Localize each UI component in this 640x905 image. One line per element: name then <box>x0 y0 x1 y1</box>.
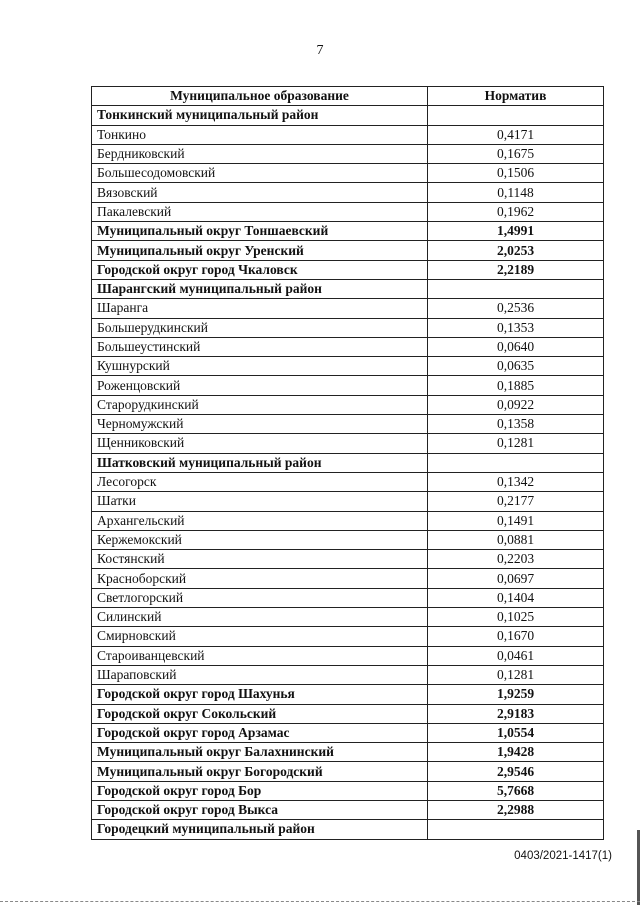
norm-value-cell: 2,2189 <box>428 260 604 279</box>
municipality-cell: Городской округ город Арзамас <box>92 723 428 742</box>
municipality-cell: Муниципальный округ Тоншаевский <box>92 222 428 241</box>
table-row <box>92 164 604 183</box>
table-row <box>92 550 604 569</box>
table-row <box>92 646 604 665</box>
table-row <box>92 704 604 723</box>
municipality-cell: Большесодомовский <box>92 164 428 183</box>
norm-value-cell: 0,1281 <box>428 665 604 684</box>
table-row <box>92 260 604 279</box>
table-row <box>92 299 604 318</box>
table-row <box>92 106 604 125</box>
norm-value-cell: 0,4171 <box>428 125 604 144</box>
municipality-cell: Архангельский <box>92 511 428 530</box>
norm-value-cell: 1,0554 <box>428 723 604 742</box>
norm-value-cell <box>428 106 604 125</box>
table-row <box>92 743 604 762</box>
norm-value-cell: 2,9183 <box>428 704 604 723</box>
municipality-cell: Шаранга <box>92 299 428 318</box>
municipality-cell: Староиванцевский <box>92 646 428 665</box>
table-row <box>92 453 604 472</box>
table-row <box>92 337 604 356</box>
norm-value-cell: 0,0881 <box>428 530 604 549</box>
table-row <box>92 685 604 704</box>
norm-value-cell: 0,1962 <box>428 202 604 221</box>
municipality-cell: Пакалевский <box>92 202 428 221</box>
norm-value-cell: 0,0635 <box>428 357 604 376</box>
norm-value-cell: 0,1670 <box>428 627 604 646</box>
norm-value-cell: 0,1506 <box>428 164 604 183</box>
municipality-cell: Красноборский <box>92 569 428 588</box>
municipality-cell: Шатки <box>92 492 428 511</box>
municipality-cell: Городецкий муниципальный район <box>92 820 428 839</box>
norm-value-cell: 2,9546 <box>428 762 604 781</box>
norm-value-cell: 1,9259 <box>428 685 604 704</box>
norm-value-cell: 0,1675 <box>428 144 604 163</box>
table-row <box>92 820 604 839</box>
municipality-cell: Щенниковский <box>92 434 428 453</box>
municipality-cell: Смирновский <box>92 627 428 646</box>
municipality-cell: Силинский <box>92 608 428 627</box>
table-row <box>92 222 604 241</box>
municipality-cell: Муниципальный округ Уренский <box>92 241 428 260</box>
municipality-cell: Шарангский муниципальный район <box>92 279 428 298</box>
table-row <box>92 511 604 530</box>
municipality-cell: Костянский <box>92 550 428 569</box>
municipality-cell: Роженцовский <box>92 376 428 395</box>
table-header-row <box>92 87 604 106</box>
municipality-cell: Лесогорск <box>92 472 428 491</box>
table-row <box>92 144 604 163</box>
norm-value-cell: 0,0461 <box>428 646 604 665</box>
norm-value-cell: 0,2203 <box>428 550 604 569</box>
table-row <box>92 183 604 202</box>
table-row <box>92 202 604 221</box>
table-row <box>92 415 604 434</box>
table-row <box>92 530 604 549</box>
municipality-cell: Городской округ город Чкаловск <box>92 260 428 279</box>
norm-value-cell: 0,0697 <box>428 569 604 588</box>
norm-value-cell: 0,1342 <box>428 472 604 491</box>
municipality-cell: Городской округ город Выкса <box>92 800 428 819</box>
municipality-cell: Вязовский <box>92 183 428 202</box>
norm-value-cell <box>428 279 604 298</box>
norm-value-cell: 0,1025 <box>428 608 604 627</box>
municipality-cell: Тонкино <box>92 125 428 144</box>
norm-value-cell: 0,1281 <box>428 434 604 453</box>
table-row <box>92 395 604 414</box>
municipality-cell: Шараповский <box>92 665 428 684</box>
table-row <box>92 569 604 588</box>
municipality-cell: Тонкинский муниципальный район <box>92 106 428 125</box>
table-row <box>92 762 604 781</box>
table-row <box>92 492 604 511</box>
norm-value-cell: 0,1358 <box>428 415 604 434</box>
norm-value-cell: 0,0640 <box>428 337 604 356</box>
table-row <box>92 627 604 646</box>
norm-value-cell: 0,2536 <box>428 299 604 318</box>
norm-value-cell <box>428 453 604 472</box>
municipality-cell: Муниципальный округ Богородский <box>92 762 428 781</box>
table-row <box>92 357 604 376</box>
norm-value-cell: 0,1148 <box>428 183 604 202</box>
municipality-cell: Кушнурский <box>92 357 428 376</box>
bottom-divider <box>0 901 640 903</box>
norm-value-cell: 0,0922 <box>428 395 604 414</box>
norm-value-cell: 0,1404 <box>428 588 604 607</box>
municipality-cell: Бердниковский <box>92 144 428 163</box>
table-row <box>92 125 604 144</box>
table-row <box>92 665 604 684</box>
table-row <box>92 608 604 627</box>
table-row <box>92 241 604 260</box>
municipality-cell: Городской округ город Шахунья <box>92 685 428 704</box>
table-row <box>92 279 604 298</box>
norm-value-cell: 2,2988 <box>428 800 604 819</box>
municipality-cell: Большеустинский <box>92 337 428 356</box>
municipality-cell: Городской округ Сокольский <box>92 704 428 723</box>
municipality-cell: Муниципальный округ Балахнинский <box>92 743 428 762</box>
norm-value-cell: 1,9428 <box>428 743 604 762</box>
municipality-cell: Черномужский <box>92 415 428 434</box>
table-row <box>92 781 604 800</box>
municipality-cell: Большерудкинский <box>92 318 428 337</box>
municipality-cell: Городской округ город Бор <box>92 781 428 800</box>
header-municipality: Муниципальное образование <box>92 87 428 106</box>
municipality-cell: Шатковский муниципальный район <box>92 453 428 472</box>
norm-value-cell: 0,1353 <box>428 318 604 337</box>
norm-value-cell: 0,1491 <box>428 511 604 530</box>
header-norm: Норматив <box>428 87 604 106</box>
table-row <box>92 434 604 453</box>
norm-value-cell: 2,0253 <box>428 241 604 260</box>
municipality-cell: Старорудкинский <box>92 395 428 414</box>
page-number: 7 <box>316 43 324 58</box>
table-row <box>92 318 604 337</box>
norm-value-cell: 5,7668 <box>428 781 604 800</box>
document-code: 0403/2021-1417(1) <box>514 850 612 862</box>
norm-value-cell <box>428 820 604 839</box>
municipality-cell: Светлогорский <box>92 588 428 607</box>
table-row <box>92 723 604 742</box>
norm-value-cell: 1,4991 <box>428 222 604 241</box>
norm-table <box>91 86 604 840</box>
municipality-cell: Кержемокский <box>92 530 428 549</box>
table-row <box>92 588 604 607</box>
table-row <box>92 800 604 819</box>
norm-value-cell: 0,2177 <box>428 492 604 511</box>
table-row <box>92 376 604 395</box>
norm-value-cell: 0,1885 <box>428 376 604 395</box>
table-body <box>92 106 604 839</box>
table-row <box>92 472 604 491</box>
